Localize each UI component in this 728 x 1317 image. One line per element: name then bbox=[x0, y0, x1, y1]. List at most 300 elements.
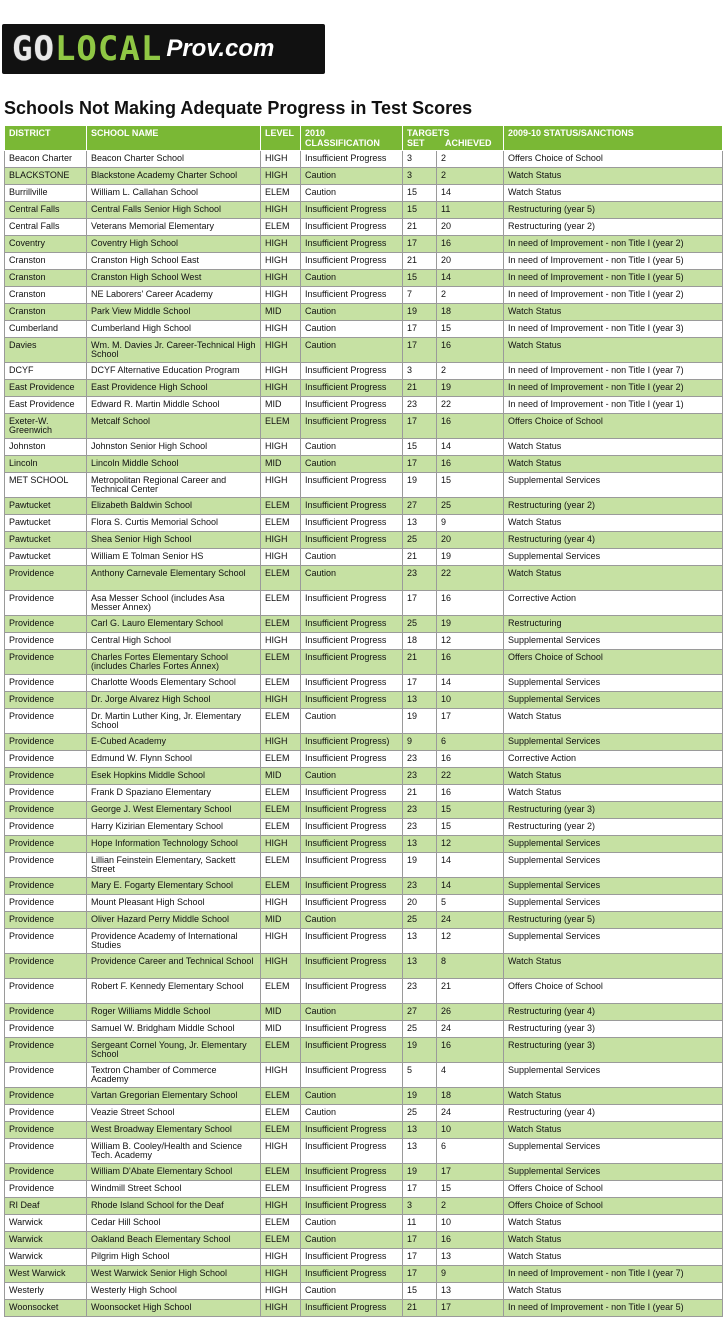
district-cell: Providence bbox=[5, 1139, 87, 1164]
level-cell: ELEM bbox=[261, 498, 301, 515]
district-cell: Burrillville bbox=[5, 185, 87, 202]
target-achieved-cell: 15 bbox=[437, 1181, 504, 1198]
level-cell: HIGH bbox=[261, 270, 301, 287]
page-title: Schools Not Making Adequate Progress in Test Scores bbox=[4, 98, 473, 118]
level-cell: HIGH bbox=[261, 202, 301, 219]
level-cell: ELEM bbox=[261, 219, 301, 236]
status-cell: Restructuring (year 3) bbox=[504, 1021, 723, 1038]
target-achieved-cell: 14 bbox=[437, 675, 504, 692]
classification-cell: Insufficient Progress) bbox=[301, 734, 403, 751]
table-row bbox=[5, 1038, 723, 1063]
target-achieved-cell: 8 bbox=[437, 954, 504, 979]
classification-cell: Insufficient Progress bbox=[301, 473, 403, 498]
table-row bbox=[5, 616, 723, 633]
district-cell: Providence bbox=[5, 591, 87, 616]
table-row bbox=[5, 1004, 723, 1021]
level-cell: HIGH bbox=[261, 1198, 301, 1215]
status-cell: Watch Status bbox=[504, 1215, 723, 1232]
level-cell: MID bbox=[261, 912, 301, 929]
school-name-cell: Providence Academy of International Studies bbox=[87, 929, 261, 954]
district-cell: Providence bbox=[5, 1181, 87, 1198]
target-set-cell: 17 bbox=[403, 236, 437, 253]
school-name-cell: Lincoln Middle School bbox=[87, 456, 261, 473]
level-cell: HIGH bbox=[261, 168, 301, 185]
table-row bbox=[5, 202, 723, 219]
school-name-cell: Lillian Feinstein Elementary, Sackett Street bbox=[87, 853, 261, 878]
table-row bbox=[5, 151, 723, 168]
district-cell: Providence bbox=[5, 836, 87, 853]
classification-cell: Caution bbox=[301, 270, 403, 287]
status-cell: Watch Status bbox=[504, 185, 723, 202]
header-district: DISTRICT bbox=[5, 126, 87, 151]
classification-cell: Insufficient Progress bbox=[301, 1164, 403, 1181]
target-achieved-cell: 14 bbox=[437, 853, 504, 878]
classification-cell: Insufficient Progress bbox=[301, 1122, 403, 1139]
level-cell: ELEM bbox=[261, 1105, 301, 1122]
district-cell: Providence bbox=[5, 1004, 87, 1021]
school-name-cell: William B. Cooley/Health and Science Tech. Academy bbox=[87, 1139, 261, 1164]
school-name-cell: William E Tolman Senior HS bbox=[87, 549, 261, 566]
classification-cell: Caution bbox=[301, 1215, 403, 1232]
district-cell: Cranston bbox=[5, 287, 87, 304]
target-set-cell: 17 bbox=[403, 591, 437, 616]
table-row bbox=[5, 498, 723, 515]
target-set-cell: 15 bbox=[403, 185, 437, 202]
level-cell: ELEM bbox=[261, 1215, 301, 1232]
level-cell: ELEM bbox=[261, 515, 301, 532]
status-cell: Corrective Action bbox=[504, 591, 723, 616]
table-row bbox=[5, 675, 723, 692]
status-cell: Watch Status bbox=[504, 954, 723, 979]
school-name-cell: East Providence High School bbox=[87, 380, 261, 397]
target-achieved-cell: 24 bbox=[437, 1021, 504, 1038]
school-name-cell: Oakland Beach Elementary School bbox=[87, 1232, 261, 1249]
status-cell: Offers Choice of School bbox=[504, 650, 723, 675]
level-cell: MID bbox=[261, 304, 301, 321]
school-name-cell: Blackstone Academy Charter School bbox=[87, 168, 261, 185]
district-cell: Providence bbox=[5, 929, 87, 954]
school-name-cell: Mount Pleasant High School bbox=[87, 895, 261, 912]
table-row bbox=[5, 709, 723, 734]
table-row bbox=[5, 1088, 723, 1105]
table-row bbox=[5, 954, 723, 979]
target-achieved-cell: 19 bbox=[437, 380, 504, 397]
target-achieved-cell: 24 bbox=[437, 912, 504, 929]
district-cell: Providence bbox=[5, 566, 87, 591]
classification-cell: Insufficient Progress bbox=[301, 1038, 403, 1063]
target-set-cell: 13 bbox=[403, 1139, 437, 1164]
school-name-cell: Park View Middle School bbox=[87, 304, 261, 321]
target-achieved-cell: 24 bbox=[437, 1105, 504, 1122]
district-cell: Central Falls bbox=[5, 202, 87, 219]
table-row bbox=[5, 397, 723, 414]
district-cell: East Providence bbox=[5, 397, 87, 414]
target-achieved-cell: 12 bbox=[437, 929, 504, 954]
target-set-cell: 25 bbox=[403, 532, 437, 549]
target-set-cell: 5 bbox=[403, 1063, 437, 1088]
district-cell: Westerly bbox=[5, 1283, 87, 1300]
level-cell: MID bbox=[261, 1004, 301, 1021]
table-row bbox=[5, 650, 723, 675]
school-name-cell: NE Laborers' Career Academy bbox=[87, 287, 261, 304]
school-name-cell: Rhode Island School for the Deaf bbox=[87, 1198, 261, 1215]
school-name-cell: Mary E. Fogarty Elementary School bbox=[87, 878, 261, 895]
target-set-cell: 3 bbox=[403, 363, 437, 380]
table-row bbox=[5, 1105, 723, 1122]
school-name-cell: DCYF Alternative Education Program bbox=[87, 363, 261, 380]
classification-cell: Insufficient Progress bbox=[301, 591, 403, 616]
classification-cell: Insufficient Progress bbox=[301, 675, 403, 692]
level-cell: HIGH bbox=[261, 1283, 301, 1300]
table-row bbox=[5, 785, 723, 802]
header-targets-achieved: ACHIEVED bbox=[445, 138, 492, 148]
table-row bbox=[5, 168, 723, 185]
school-name-cell: Vartan Gregorian Elementary School bbox=[87, 1088, 261, 1105]
classification-cell: Caution bbox=[301, 549, 403, 566]
table-row bbox=[5, 473, 723, 498]
district-cell: RI Deaf bbox=[5, 1198, 87, 1215]
district-cell: BLACKSTONE bbox=[5, 168, 87, 185]
table-row bbox=[5, 566, 723, 591]
target-achieved-cell: 10 bbox=[437, 692, 504, 709]
classification-cell: Caution bbox=[301, 709, 403, 734]
district-cell: MET SCHOOL bbox=[5, 473, 87, 498]
classification-cell: Caution bbox=[301, 304, 403, 321]
classification-cell: Insufficient Progress bbox=[301, 1266, 403, 1283]
target-achieved-cell: 16 bbox=[437, 236, 504, 253]
status-cell: Restructuring (year 5) bbox=[504, 912, 723, 929]
status-cell: Watch Status bbox=[504, 304, 723, 321]
district-cell: Davies bbox=[5, 338, 87, 363]
target-set-cell: 19 bbox=[403, 853, 437, 878]
classification-cell: Insufficient Progress bbox=[301, 751, 403, 768]
target-achieved-cell: 15 bbox=[437, 321, 504, 338]
target-set-cell: 19 bbox=[403, 473, 437, 498]
school-name-cell: West Broadway Elementary School bbox=[87, 1122, 261, 1139]
level-cell: HIGH bbox=[261, 380, 301, 397]
district-cell: Providence bbox=[5, 751, 87, 768]
target-achieved-cell: 19 bbox=[437, 616, 504, 633]
district-cell: Beacon Charter bbox=[5, 151, 87, 168]
status-cell: Watch Status bbox=[504, 168, 723, 185]
status-cell: Offers Choice of School bbox=[504, 1198, 723, 1215]
classification-cell: Insufficient Progress bbox=[301, 236, 403, 253]
status-cell: Supplemental Services bbox=[504, 675, 723, 692]
district-cell: Providence bbox=[5, 785, 87, 802]
district-cell: Johnston bbox=[5, 439, 87, 456]
level-cell: MID bbox=[261, 397, 301, 414]
school-name-cell: Central High School bbox=[87, 633, 261, 650]
level-cell: HIGH bbox=[261, 473, 301, 498]
target-achieved-cell: 15 bbox=[437, 473, 504, 498]
school-name-cell: Samuel W. Bridgham Middle School bbox=[87, 1021, 261, 1038]
status-cell: Restructuring (year 5) bbox=[504, 202, 723, 219]
table-row bbox=[5, 1266, 723, 1283]
school-name-cell: Flora S. Curtis Memorial School bbox=[87, 515, 261, 532]
school-name-cell: Oliver Hazard Perry Middle School bbox=[87, 912, 261, 929]
target-achieved-cell: 21 bbox=[437, 979, 504, 1004]
table-row bbox=[5, 1283, 723, 1300]
classification-cell: Insufficient Progress bbox=[301, 1021, 403, 1038]
school-name-cell: Edward R. Martin Middle School bbox=[87, 397, 261, 414]
target-set-cell: 15 bbox=[403, 270, 437, 287]
status-cell: Restructuring bbox=[504, 616, 723, 633]
classification-cell: Insufficient Progress bbox=[301, 819, 403, 836]
district-cell: Warwick bbox=[5, 1232, 87, 1249]
classification-cell: Caution bbox=[301, 1232, 403, 1249]
target-set-cell: 23 bbox=[403, 878, 437, 895]
status-cell: In need of Improvement - non Title I (year 5) bbox=[504, 270, 723, 287]
level-cell: HIGH bbox=[261, 692, 301, 709]
target-achieved-cell: 17 bbox=[437, 1300, 504, 1317]
status-cell: In need of Improvement - non Title I (year 1) bbox=[504, 397, 723, 414]
target-set-cell: 23 bbox=[403, 397, 437, 414]
target-set-cell: 11 bbox=[403, 1215, 437, 1232]
target-achieved-cell: 13 bbox=[437, 1283, 504, 1300]
level-cell: HIGH bbox=[261, 1266, 301, 1283]
district-cell: Woonsocket bbox=[5, 1300, 87, 1317]
target-achieved-cell: 16 bbox=[437, 650, 504, 675]
target-set-cell: 21 bbox=[403, 785, 437, 802]
target-achieved-cell: 14 bbox=[437, 270, 504, 287]
status-cell: In need of Improvement - non Title I (year 7) bbox=[504, 363, 723, 380]
target-achieved-cell: 15 bbox=[437, 819, 504, 836]
district-cell: Providence bbox=[5, 853, 87, 878]
school-name-cell: Dr. Martin Luther King, Jr. Elementary School bbox=[87, 709, 261, 734]
school-name-cell: Anthony Carnevale Elementary School bbox=[87, 566, 261, 591]
table-row bbox=[5, 692, 723, 709]
district-cell: Providence bbox=[5, 1105, 87, 1122]
district-cell: West Warwick bbox=[5, 1266, 87, 1283]
school-name-cell: Charlotte Woods Elementary School bbox=[87, 675, 261, 692]
target-set-cell: 7 bbox=[403, 287, 437, 304]
table-row bbox=[5, 734, 723, 751]
target-set-cell: 15 bbox=[403, 202, 437, 219]
table-row bbox=[5, 1215, 723, 1232]
header-classification: 2010 CLASSIFICATION bbox=[301, 126, 403, 151]
status-cell: Watch Status bbox=[504, 1088, 723, 1105]
status-cell: Offers Choice of School bbox=[504, 979, 723, 1004]
status-cell: Supplemental Services bbox=[504, 1164, 723, 1181]
classification-cell: Insufficient Progress bbox=[301, 363, 403, 380]
target-set-cell: 25 bbox=[403, 1021, 437, 1038]
target-set-cell: 20 bbox=[403, 895, 437, 912]
school-name-cell: Cranston High School West bbox=[87, 270, 261, 287]
school-name-cell: Roger Williams Middle School bbox=[87, 1004, 261, 1021]
level-cell: ELEM bbox=[261, 1181, 301, 1198]
classification-cell: Insufficient Progress bbox=[301, 498, 403, 515]
target-achieved-cell: 20 bbox=[437, 532, 504, 549]
school-name-cell: Metcalf School bbox=[87, 414, 261, 439]
level-cell: ELEM bbox=[261, 785, 301, 802]
classification-cell: Insufficient Progress bbox=[301, 633, 403, 650]
classification-cell: Caution bbox=[301, 1004, 403, 1021]
status-cell: Watch Status bbox=[504, 709, 723, 734]
status-cell: Watch Status bbox=[504, 1249, 723, 1266]
status-cell: Offers Choice of School bbox=[504, 414, 723, 439]
table-row bbox=[5, 912, 723, 929]
classification-cell: Insufficient Progress bbox=[301, 253, 403, 270]
table-row bbox=[5, 853, 723, 878]
target-set-cell: 19 bbox=[403, 709, 437, 734]
level-cell: HIGH bbox=[261, 954, 301, 979]
golocalprov-logo[interactable] bbox=[2, 24, 325, 74]
target-set-cell: 19 bbox=[403, 1088, 437, 1105]
target-achieved-cell: 13 bbox=[437, 1249, 504, 1266]
status-cell: Watch Status bbox=[504, 566, 723, 591]
level-cell: HIGH bbox=[261, 1063, 301, 1088]
target-achieved-cell: 2 bbox=[437, 151, 504, 168]
classification-cell: Insufficient Progress bbox=[301, 836, 403, 853]
target-achieved-cell: 2 bbox=[437, 1198, 504, 1215]
target-set-cell: 9 bbox=[403, 734, 437, 751]
target-achieved-cell: 16 bbox=[437, 456, 504, 473]
level-cell: HIGH bbox=[261, 1249, 301, 1266]
classification-cell: Insufficient Progress bbox=[301, 414, 403, 439]
level-cell: MID bbox=[261, 768, 301, 785]
table-row bbox=[5, 515, 723, 532]
target-achieved-cell: 9 bbox=[437, 515, 504, 532]
header-status: 2009-10 STATUS/SANCTIONS bbox=[504, 126, 723, 151]
school-name-cell: Veazie Street School bbox=[87, 1105, 261, 1122]
level-cell: ELEM bbox=[261, 853, 301, 878]
target-set-cell: 13 bbox=[403, 515, 437, 532]
target-set-cell: 19 bbox=[403, 1164, 437, 1181]
school-name-cell: Coventry High School bbox=[87, 236, 261, 253]
table-row bbox=[5, 1164, 723, 1181]
level-cell: HIGH bbox=[261, 338, 301, 363]
classification-cell: Insufficient Progress bbox=[301, 802, 403, 819]
status-cell: In need of Improvement - non Title I (year 2) bbox=[504, 287, 723, 304]
school-name-cell: Carl G. Lauro Elementary School bbox=[87, 616, 261, 633]
target-achieved-cell: 20 bbox=[437, 219, 504, 236]
target-achieved-cell: 26 bbox=[437, 1004, 504, 1021]
classification-cell: Caution bbox=[301, 439, 403, 456]
status-cell: Restructuring (year 3) bbox=[504, 802, 723, 819]
classification-cell: Insufficient Progress bbox=[301, 219, 403, 236]
district-cell: Cranston bbox=[5, 253, 87, 270]
target-set-cell: 13 bbox=[403, 836, 437, 853]
target-achieved-cell: 16 bbox=[437, 591, 504, 616]
school-name-cell: E-Cubed Academy bbox=[87, 734, 261, 751]
table-row bbox=[5, 819, 723, 836]
school-name-cell: Beacon Charter School bbox=[87, 151, 261, 168]
table-row bbox=[5, 878, 723, 895]
school-name-cell: Woonsocket High School bbox=[87, 1300, 261, 1317]
school-name-cell: George J. West Elementary School bbox=[87, 802, 261, 819]
status-cell: Supplemental Services bbox=[504, 633, 723, 650]
district-cell: Providence bbox=[5, 1164, 87, 1181]
target-achieved-cell: 25 bbox=[437, 498, 504, 515]
target-achieved-cell: 2 bbox=[437, 287, 504, 304]
table-row bbox=[5, 1232, 723, 1249]
target-achieved-cell: 18 bbox=[437, 304, 504, 321]
district-cell: Providence bbox=[5, 633, 87, 650]
target-set-cell: 21 bbox=[403, 380, 437, 397]
target-set-cell: 3 bbox=[403, 168, 437, 185]
level-cell: HIGH bbox=[261, 734, 301, 751]
status-cell: Supplemental Services bbox=[504, 549, 723, 566]
target-achieved-cell: 22 bbox=[437, 566, 504, 591]
district-cell: Cumberland bbox=[5, 321, 87, 338]
status-cell: Supplemental Services bbox=[504, 1139, 723, 1164]
district-cell: Pawtucket bbox=[5, 532, 87, 549]
school-name-cell: Charles Fortes Elementary School (includes Charles Fortes Annex) bbox=[87, 650, 261, 675]
district-cell: Exeter-W. Greenwich bbox=[5, 414, 87, 439]
target-achieved-cell: 11 bbox=[437, 202, 504, 219]
district-cell: Pawtucket bbox=[5, 549, 87, 566]
target-set-cell: 17 bbox=[403, 456, 437, 473]
header-targets-label: TARGETS bbox=[407, 128, 450, 138]
status-cell: In need of Improvement - non Title I (year 5) bbox=[504, 253, 723, 270]
classification-cell: Insufficient Progress bbox=[301, 515, 403, 532]
target-achieved-cell: 2 bbox=[437, 363, 504, 380]
table-row bbox=[5, 895, 723, 912]
district-cell: Lincoln bbox=[5, 456, 87, 473]
level-cell: HIGH bbox=[261, 287, 301, 304]
target-achieved-cell: 17 bbox=[437, 709, 504, 734]
classification-cell: Insufficient Progress bbox=[301, 853, 403, 878]
school-name-cell: Johnston Senior High School bbox=[87, 439, 261, 456]
classification-cell: Insufficient Progress bbox=[301, 616, 403, 633]
school-name-cell: West Warwick Senior High School bbox=[87, 1266, 261, 1283]
target-achieved-cell: 6 bbox=[437, 734, 504, 751]
school-name-cell: Central Falls Senior High School bbox=[87, 202, 261, 219]
target-achieved-cell: 9 bbox=[437, 1266, 504, 1283]
status-cell: Watch Status bbox=[504, 1283, 723, 1300]
district-cell: Cranston bbox=[5, 304, 87, 321]
table-row bbox=[5, 836, 723, 853]
status-cell: Supplemental Services bbox=[504, 895, 723, 912]
level-cell: HIGH bbox=[261, 633, 301, 650]
target-set-cell: 23 bbox=[403, 768, 437, 785]
target-set-cell: 13 bbox=[403, 954, 437, 979]
school-name-cell: Textron Chamber of Commerce Academy bbox=[87, 1063, 261, 1088]
level-cell: HIGH bbox=[261, 151, 301, 168]
level-cell: ELEM bbox=[261, 979, 301, 1004]
table-row bbox=[5, 1181, 723, 1198]
district-cell: Providence bbox=[5, 1063, 87, 1088]
table-row bbox=[5, 1021, 723, 1038]
table-row bbox=[5, 979, 723, 1004]
status-cell: Watch Status bbox=[504, 785, 723, 802]
table-row bbox=[5, 1198, 723, 1215]
status-cell: Watch Status bbox=[504, 1232, 723, 1249]
status-cell: In need of Improvement - non Title I (year 3) bbox=[504, 321, 723, 338]
district-cell: Providence bbox=[5, 912, 87, 929]
status-cell: Restructuring (year 2) bbox=[504, 219, 723, 236]
classification-cell: Insufficient Progress bbox=[301, 650, 403, 675]
target-set-cell: 21 bbox=[403, 1300, 437, 1317]
header-targets-set: SET bbox=[407, 138, 425, 148]
classification-cell: Insufficient Progress bbox=[301, 929, 403, 954]
target-achieved-cell: 6 bbox=[437, 1139, 504, 1164]
district-cell: Providence bbox=[5, 692, 87, 709]
level-cell: HIGH bbox=[261, 929, 301, 954]
district-cell: Coventry bbox=[5, 236, 87, 253]
header-level: LEVEL bbox=[261, 126, 301, 151]
target-achieved-cell: 17 bbox=[437, 1164, 504, 1181]
district-cell: Providence bbox=[5, 616, 87, 633]
target-set-cell: 21 bbox=[403, 549, 437, 566]
school-name-cell: Robert F. Kennedy Elementary School bbox=[87, 979, 261, 1004]
district-cell: Cranston bbox=[5, 270, 87, 287]
status-cell: Watch Status bbox=[504, 768, 723, 785]
district-cell: Pawtucket bbox=[5, 515, 87, 532]
level-cell: ELEM bbox=[261, 591, 301, 616]
level-cell: HIGH bbox=[261, 321, 301, 338]
table-row bbox=[5, 549, 723, 566]
